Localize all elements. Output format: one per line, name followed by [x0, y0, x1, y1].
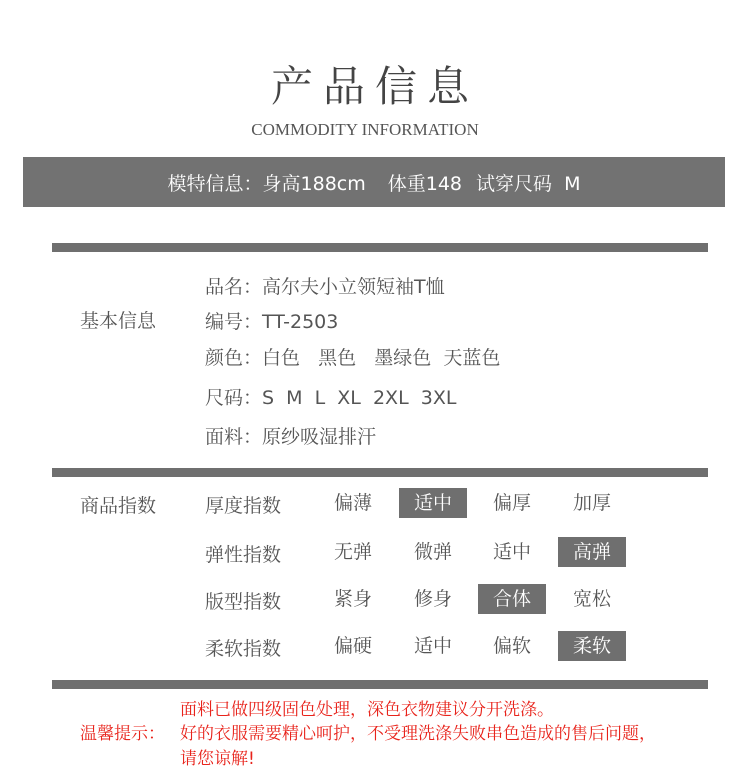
thickness-option: 偏厚: [492, 492, 531, 514]
elasticity-index-label: 弹性指数: [205, 544, 282, 566]
model-weight: 体重148: [387, 172, 463, 195]
basic-info-label: 基本信息: [80, 310, 157, 332]
thickness-option: 适中: [399, 488, 467, 518]
notice-line: 好的衣服需要精心呵护，不受理洗涤失败串色造成的售后问题，: [180, 724, 656, 744]
softness-index-label: 柔软指数: [205, 638, 282, 660]
section-divider: [52, 680, 708, 689]
thickness-option: 偏薄: [333, 492, 372, 514]
thickness-index-label: 厚度指数: [205, 495, 282, 517]
fit-option: 合体: [478, 584, 546, 614]
section-divider: [52, 243, 708, 252]
notice-label: 温馨提示：: [80, 724, 165, 744]
info-value: 白色 黑色 墨绿色 天蓝色: [262, 347, 501, 369]
page-subtitle: COMMODITY INFORMATION: [251, 120, 479, 139]
fit-option: 紧身: [333, 588, 372, 610]
model-size: 试穿尺码 M: [476, 172, 581, 195]
fit-option: 宽松: [572, 588, 611, 610]
info-row-code: [205, 307, 338, 334]
info-value: S M L XL 2XL 3XL: [262, 387, 457, 409]
notice-line: 请您谅解!: [180, 749, 255, 769]
elasticity-option: 适中: [492, 541, 531, 563]
info-row-name: [205, 272, 445, 299]
elasticity-option: 无弹: [333, 541, 372, 563]
model-info-bar: [23, 157, 725, 207]
info-key: 面料：: [205, 426, 263, 448]
softness-option: 柔软: [558, 631, 626, 661]
info-key: 颜色：: [205, 347, 263, 369]
info-key: 尺码：: [205, 387, 263, 409]
info-row-size: [205, 383, 456, 410]
elasticity-option: 高弹: [558, 537, 626, 567]
softness-option: 偏硬: [333, 635, 372, 657]
fit-index-label: 版型指数: [205, 591, 282, 613]
info-value: 原纱吸湿排汗: [262, 426, 377, 448]
info-value: 高尔夫小立领短袖T恤: [262, 276, 445, 298]
softness-option: 偏软: [492, 635, 531, 657]
page-title: 产品信息: [270, 62, 479, 111]
notice-line: 面料已做四级固色处理，深色衣物建议分开洗涤。: [180, 700, 554, 720]
info-row-fabric: [205, 422, 376, 449]
thickness-option: 加厚: [572, 492, 611, 514]
elasticity-option: 微弹: [413, 541, 452, 563]
section-divider: [52, 468, 708, 477]
info-key: 品名：: [205, 276, 263, 298]
indices-label: 商品指数: [80, 495, 157, 517]
info-row-color: [205, 343, 500, 370]
model-height: 身高188cm: [262, 172, 366, 195]
info-value: TT-2503: [262, 311, 339, 333]
model-info-label: 模特信息：: [167, 172, 263, 195]
softness-option: 适中: [413, 635, 452, 657]
fit-option: 修身: [413, 588, 452, 610]
info-key: 编号：: [205, 311, 263, 333]
